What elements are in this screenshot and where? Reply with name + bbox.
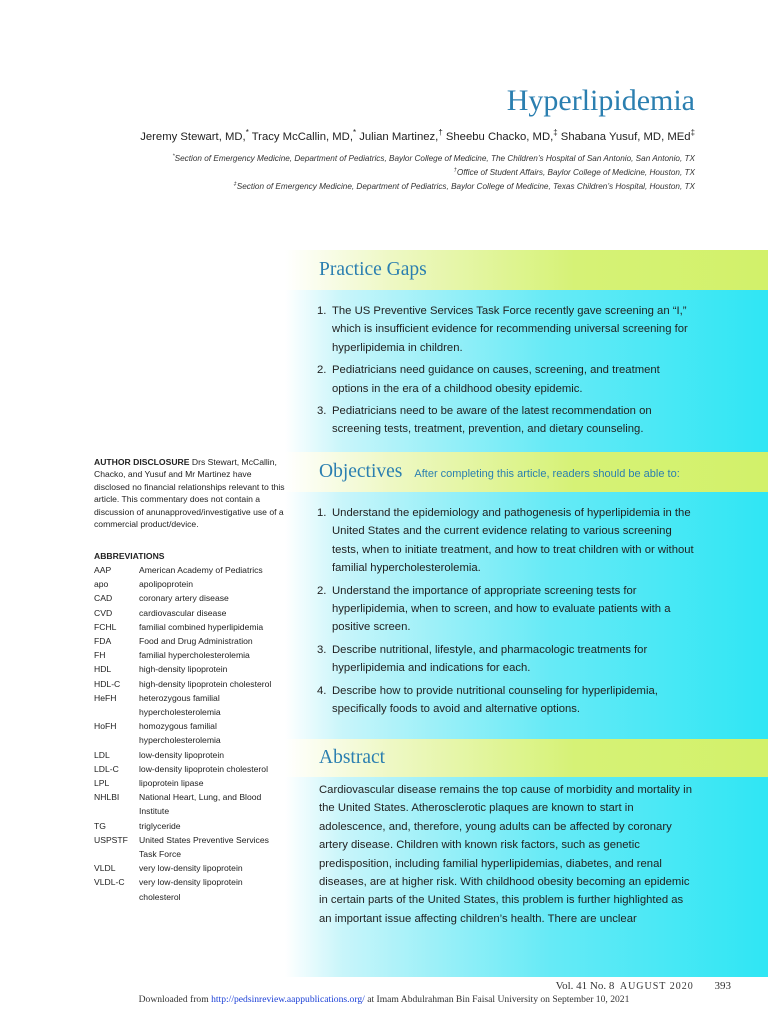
affiliation-text: Section of Emergency Medicine, Department of Pediatrics, Baylor College of Medicine, The Children’s Hospital of San Antonio, San Antonio, TX [174, 154, 695, 163]
affiliation-text: Office of Student Affairs, Baylor College of Medicine, Houston, TX [456, 168, 695, 177]
list-item [317, 361, 696, 398]
abstract-heading: Abstract [319, 747, 386, 768]
author-name: Jeremy Stewart, MD, [140, 131, 246, 143]
abbreviation-definition: Food and Drug Administration [139, 636, 253, 647]
abbreviation-definition: low-density lipoprotein cholesterol [139, 763, 268, 774]
list-item [317, 504, 696, 578]
author-disclosure [94, 456, 286, 530]
abbreviation-row [94, 833, 286, 861]
author-name: Shabana Yusuf, MD, MEd [560, 131, 691, 143]
abbreviation-definition: apolipoprotein [139, 579, 193, 590]
download-prefix: Downloaded from [138, 994, 212, 1005]
practice-gaps-header [285, 250, 768, 290]
abbreviation-definition: triglyceride [139, 820, 181, 831]
abbreviation-term: CVD [94, 607, 113, 618]
item-text: Pediatricians need to be aware of the latest recommendation on screening tests, treatment, prevention, and dietary counseling. [332, 405, 652, 436]
item-text: Understand the importance of appropriate screening tests for hyperlipidemia, when to screen, and how to evaluate patients with a positive screen. [332, 584, 671, 634]
list-item [317, 641, 696, 678]
abbreviation-definition: very low-density lipoprotein cholesterol [139, 877, 243, 902]
affiliation-2 [454, 168, 695, 177]
abbreviation-term: FCHL [94, 621, 117, 632]
abbreviation-term: apo [94, 579, 109, 590]
item-text: Pediatricians need guidance on causes, screening, and treatment options in the era of a childhood obesity epidemic. [332, 364, 660, 395]
abbreviation-term: LDL [94, 749, 110, 760]
abbreviation-row [94, 691, 286, 719]
item-number: 4. [317, 684, 327, 697]
abbreviation-term: LPL [94, 778, 110, 789]
abbreviation-row [94, 762, 286, 776]
abbreviation-definition: cardiovascular disease [139, 607, 227, 618]
author-list [140, 128, 695, 143]
objectives-box [285, 452, 768, 768]
abbreviation-definition: high-density lipoprotein cholesterol [139, 678, 272, 689]
affiliation-text: Section of Emergency Medicine, Department of Pediatrics, Baylor College of Medicine, Texas Children’s Hospital, Houston, TX [236, 182, 695, 191]
abbreviation-row [94, 606, 286, 620]
abbreviation-definition: familial hypercholesterolemia [139, 650, 250, 661]
abstract-box [285, 739, 768, 977]
item-text: Understand the epidemiology and pathogenesis of hyperlipidemia in the United States and the current evidence relating to various screening tests, when to initiate treatment, and how to treat children with or without familial hypercholesterolemia. [332, 507, 694, 575]
abbreviation-term: VLDL-C [94, 877, 125, 888]
abstract-body [285, 777, 768, 977]
author-name: Sheebu Chacko, MD, [445, 131, 554, 143]
affiliation-3 [234, 182, 695, 191]
objectives-subheading: After completing this article, readers should be able to: [414, 468, 680, 480]
volume-number: Vol. 41 No. 8 [555, 980, 615, 992]
issue-date: AUGUST 2020 [619, 981, 694, 992]
abbreviation-term: FH [94, 650, 106, 661]
article-title: Hyperlipidemia [506, 84, 695, 117]
abbreviation-term: USPSTF [94, 834, 128, 845]
objectives-heading: Objectives [319, 461, 403, 482]
objectives-header [285, 452, 768, 492]
practice-gaps-box [285, 250, 768, 481]
abbreviation-definition: high-density lipoprotein [139, 664, 228, 675]
abbreviation-row [94, 748, 286, 762]
item-number: 3. [317, 405, 327, 418]
abbreviation-term: FDA [94, 636, 112, 647]
abbreviation-row [94, 819, 286, 833]
list-item [317, 302, 696, 357]
objectives-body [285, 492, 768, 768]
abbreviation-term: AAP [94, 565, 112, 575]
abbreviation-definition: familial combined hyperlipidemia [139, 621, 264, 632]
item-number: 1. [317, 507, 327, 519]
abbreviation-row [94, 861, 286, 875]
abbreviation-definition: United States Preventive Services Task Force [139, 834, 269, 860]
download-notice [0, 994, 768, 1005]
abbreviation-row [94, 577, 286, 591]
list-item [317, 402, 696, 439]
abbreviation-row [94, 875, 286, 903]
item-number: 3. [317, 643, 327, 656]
abbreviation-row [94, 776, 286, 790]
abbreviations-list [94, 549, 286, 904]
item-number: 1. [317, 305, 327, 317]
abbreviation-term: HoFH [94, 721, 117, 732]
abbreviation-row [94, 677, 286, 691]
abbreviation-definition: American Academy of Pediatrics [139, 565, 263, 575]
list-item [317, 582, 696, 637]
item-text: Describe nutritional, lifestyle, and pharmacologic treatments for hyperlipidemia and indications for each. [332, 643, 648, 675]
affiliation-mark: ‡ [233, 181, 237, 188]
disclosure-text: Drs Stewart, McCallin, Chacko, and Yusuf and Mr Martinez have disclosed no financial relationships relevant to this article. This commentary does not contain a discussion of anunapproved/investigative use of a commercial product/device. [94, 457, 285, 530]
abbreviation-definition: lipoprotein lipase [139, 778, 204, 789]
abbreviation-row [94, 648, 286, 662]
abbreviation-term: LDL-C [94, 763, 119, 774]
abbreviation-term: NHLBI [94, 792, 120, 803]
abbreviation-row [94, 662, 286, 676]
author-affiliation-mark: * [352, 128, 357, 138]
affiliation-mark: * [172, 153, 175, 160]
abbreviation-definition: coronary artery disease [139, 593, 229, 604]
abstract-text: Cardiovascular disease remains the top cause of morbidity and mortality in the United States. Atherosclerotic plaques are known to start in adolescence, and, therefore, young adults can be affected by coronary artery disease. Children with known risk factors, such as genetic predisposition, including familial hyperlipidemias, diabetes, and renal diseases, are at higher risk. With childhood obesity becoming an epidemic in certain parts of the United States, this problem is further highlighted as an important issue affecting children’s health. There are unclear [319, 784, 692, 925]
abbreviation-term: HDL [94, 664, 112, 675]
disclosure-label: AUTHOR DISCLOSURE [94, 457, 190, 467]
page-number: 393 [714, 980, 731, 992]
author-affiliation-mark: † [438, 128, 443, 138]
affiliation-1 [172, 154, 695, 163]
list-item [317, 682, 696, 719]
abbreviation-term: VLDL [94, 863, 116, 874]
abbreviation-definition: low-density lipoprotein [139, 749, 225, 760]
abbreviation-row [94, 563, 286, 577]
abbreviation-definition: homozygous familial hypercholesterolemia [139, 721, 221, 746]
author-affiliation-mark: * [245, 128, 249, 138]
objectives-list [317, 504, 696, 718]
author-name: Tracy McCallin, MD, [251, 131, 353, 143]
author-name: Julian Martinez, [359, 131, 439, 143]
abbreviation-definition: National Heart, Lung, and Blood Institute [139, 792, 262, 817]
abbreviation-definition: heterozygous familial hypercholesterolemia [139, 692, 221, 718]
abbreviation-term: CAD [94, 593, 113, 604]
abbreviation-term: HeFH [94, 692, 117, 703]
practice-gaps-list [317, 302, 696, 439]
abbreviations-heading: ABBREVIATIONS [94, 551, 165, 561]
item-number: 2. [317, 364, 327, 377]
footer-issue-info [556, 980, 731, 992]
abbreviation-row [94, 591, 286, 605]
abbreviation-row [94, 790, 286, 818]
author-affiliation-mark: ‡ [690, 128, 695, 138]
affiliation-mark: † [453, 167, 457, 174]
abbreviation-row [94, 634, 286, 648]
abbreviation-row [94, 620, 286, 634]
abbreviation-definition: very low-density lipoprotein [139, 863, 243, 874]
abbreviation-row [94, 719, 286, 747]
abbreviation-term: TG [94, 820, 106, 831]
abstract-header [285, 739, 768, 777]
abbreviation-term: HDL-C [94, 678, 121, 689]
author-affiliation-mark: ‡ [553, 128, 558, 138]
item-text: The US Preventive Services Task Force recently gave screening an “I,” which is insufficient evidence for recommending universal screening for hyperlipidemia in children. [332, 305, 688, 354]
download-suffix: at Imam Abdulrahman Bin Faisal University on September 10, 2021 [364, 994, 630, 1005]
item-number: 2. [317, 584, 327, 597]
item-text: Describe how to provide nutritional counseling for hyperlipidemia, specifically foods to avoid and alternative options. [332, 684, 658, 716]
download-link[interactable]: http://pedsinreview.aappublications.org/ [211, 994, 365, 1005]
practice-gaps-heading: Practice Gaps [319, 259, 427, 280]
